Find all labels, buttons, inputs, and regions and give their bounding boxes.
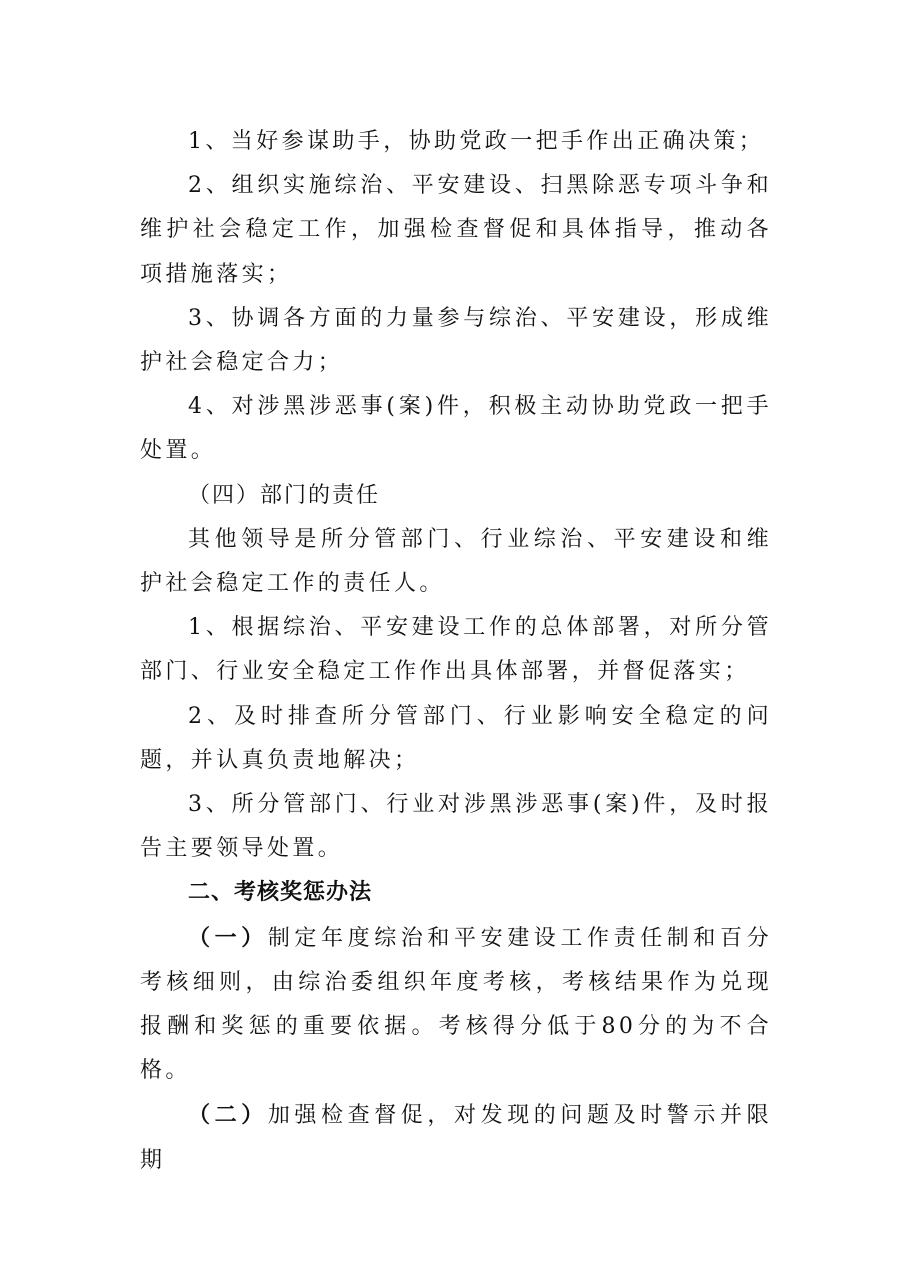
paragraph-duty-2: 2、组织实施综治、平安建设、扫黑除恶专项斗争和维护社会稳定工作，加强检查督促和具体指导，推动各项措施落实； [140, 173, 772, 287]
paragraph-assessment-1-body: 制定年度综治和平安建设工作责任制和百分考核细则，由综治委组织年度考核，考核结果作为兑现报酬和奖惩的重要依据。考核得分低于80分的为不合格。 [140, 925, 773, 1084]
paragraph-other-leaders: 其他领导是所分管部门、行业综治、平安建设和维护社会稳定工作的责任人。 [140, 526, 772, 597]
paragraph-assessment-1 [140, 916, 772, 1094]
section-heading-department-responsibility: （四）部门的责任 [188, 482, 381, 508]
paragraph-duty-1: 1、当好参谋助手，协助党政一把手作出正确决策； [188, 129, 765, 154]
paragraph-dept-duty-1: 1、根据综治、平安建设工作的总体部署，对所分管部门、行业安全稳定工作作出具体部署，并督促落实； [140, 615, 772, 685]
paragraph-duty-4: 4、对涉黑涉恶事(案)件，积极主动协助党政一把手处置。 [140, 394, 772, 464]
document-page [140, 120, 772, 1183]
paragraph-assessment-2 [140, 1093, 772, 1182]
paragraph-dept-duty-2: 2、及时排查所分管部门、行业影响安全稳定的问题，并认真负责地解决； [140, 703, 772, 773]
section-heading-assessment: 二、考核奖惩办法 [188, 880, 373, 906]
paragraph-assessment-2-lead: （二） [188, 1102, 268, 1129]
paragraph-dept-duty-3: 3、所分管部门、行业对涉黑涉恶事(案)件，及时报告主要领导处置。 [140, 792, 772, 862]
paragraph-assessment-2-body: 加强检查督促，对发现的问题及时警示并限期 [140, 1103, 773, 1173]
paragraph-assessment-1-lead: （一） [188, 924, 268, 951]
paragraph-duty-3: 3、协调各方面的力量参与综治、平安建设，形成维护社会稳定合力； [140, 305, 772, 376]
